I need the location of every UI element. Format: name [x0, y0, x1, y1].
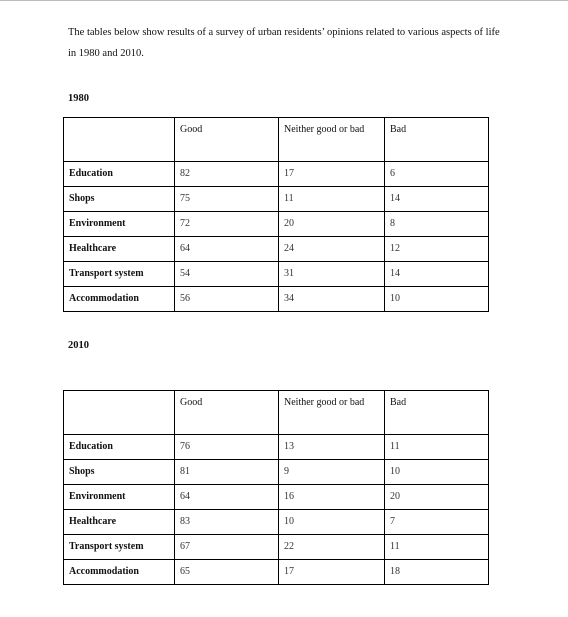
row-label: Shops — [64, 460, 175, 485]
bad-cell: 12 — [385, 237, 489, 262]
table-row — [64, 262, 489, 287]
row-label: Healthcare — [64, 237, 175, 262]
neither-cell: 22 — [279, 535, 385, 560]
header-cell-neither: Neither good or bad — [279, 118, 385, 162]
good-cell: 65 — [175, 560, 279, 585]
neither-cell: 24 — [279, 237, 385, 262]
table-row — [64, 162, 489, 187]
neither-cell: 20 — [279, 212, 385, 237]
header-cell-bad: Bad — [385, 118, 489, 162]
good-cell: 81 — [175, 460, 279, 485]
header-cell-empty — [64, 118, 175, 162]
good-cell: 64 — [175, 237, 279, 262]
row-label: Transport system — [64, 262, 175, 287]
page-top-edge — [0, 0, 568, 1]
table-1980-heading: 1980 — [68, 93, 89, 104]
row-label: Education — [64, 162, 175, 187]
row-label: Environment — [64, 485, 175, 510]
row-label: Transport system — [64, 535, 175, 560]
neither-cell: 31 — [279, 262, 385, 287]
table-row — [64, 187, 489, 212]
bad-cell: 20 — [385, 485, 489, 510]
bad-cell: 14 — [385, 187, 489, 212]
table-header-row — [64, 391, 489, 435]
neither-cell: 11 — [279, 187, 385, 212]
good-cell: 64 — [175, 485, 279, 510]
table-row — [64, 460, 489, 485]
bad-cell: 18 — [385, 560, 489, 585]
table-row — [64, 560, 489, 585]
bad-cell: 7 — [385, 510, 489, 535]
bad-cell: 11 — [385, 435, 489, 460]
row-label: Healthcare — [64, 510, 175, 535]
good-cell: 56 — [175, 287, 279, 312]
row-label: Education — [64, 435, 175, 460]
good-cell: 82 — [175, 162, 279, 187]
table-row — [64, 212, 489, 237]
table-row — [64, 237, 489, 262]
row-label: Shops — [64, 187, 175, 212]
good-cell: 67 — [175, 535, 279, 560]
table-row — [64, 510, 489, 535]
row-label: Environment — [64, 212, 175, 237]
row-label: Accommodation — [64, 560, 175, 585]
header-cell-good: Good — [175, 118, 279, 162]
good-cell: 72 — [175, 212, 279, 237]
table-row — [64, 287, 489, 312]
header-cell-good: Good — [175, 391, 279, 435]
table-header-row — [64, 118, 489, 162]
bad-cell: 14 — [385, 262, 489, 287]
table-row — [64, 485, 489, 510]
header-cell-bad: Bad — [385, 391, 489, 435]
good-cell: 54 — [175, 262, 279, 287]
table-row — [64, 535, 489, 560]
intro-paragraph: The tables below show results of a survey of urban residents’ opinions related to various aspects of life in 1980 and 2010. — [68, 27, 500, 59]
neither-cell: 17 — [279, 162, 385, 187]
bad-cell: 8 — [385, 212, 489, 237]
neither-cell: 17 — [279, 560, 385, 585]
table-row — [64, 435, 489, 460]
bad-cell: 11 — [385, 535, 489, 560]
neither-cell: 34 — [279, 287, 385, 312]
neither-cell: 10 — [279, 510, 385, 535]
bad-cell: 6 — [385, 162, 489, 187]
bad-cell: 10 — [385, 460, 489, 485]
survey-table-2010 — [63, 390, 489, 585]
table-2010-heading: 2010 — [68, 340, 89, 351]
neither-cell: 13 — [279, 435, 385, 460]
bad-cell: 10 — [385, 287, 489, 312]
good-cell: 83 — [175, 510, 279, 535]
survey-table-1980 — [63, 117, 489, 312]
header-cell-empty — [64, 391, 175, 435]
row-label: Accommodation — [64, 287, 175, 312]
good-cell: 76 — [175, 435, 279, 460]
neither-cell: 9 — [279, 460, 385, 485]
neither-cell: 16 — [279, 485, 385, 510]
header-cell-neither: Neither good or bad — [279, 391, 385, 435]
good-cell: 75 — [175, 187, 279, 212]
